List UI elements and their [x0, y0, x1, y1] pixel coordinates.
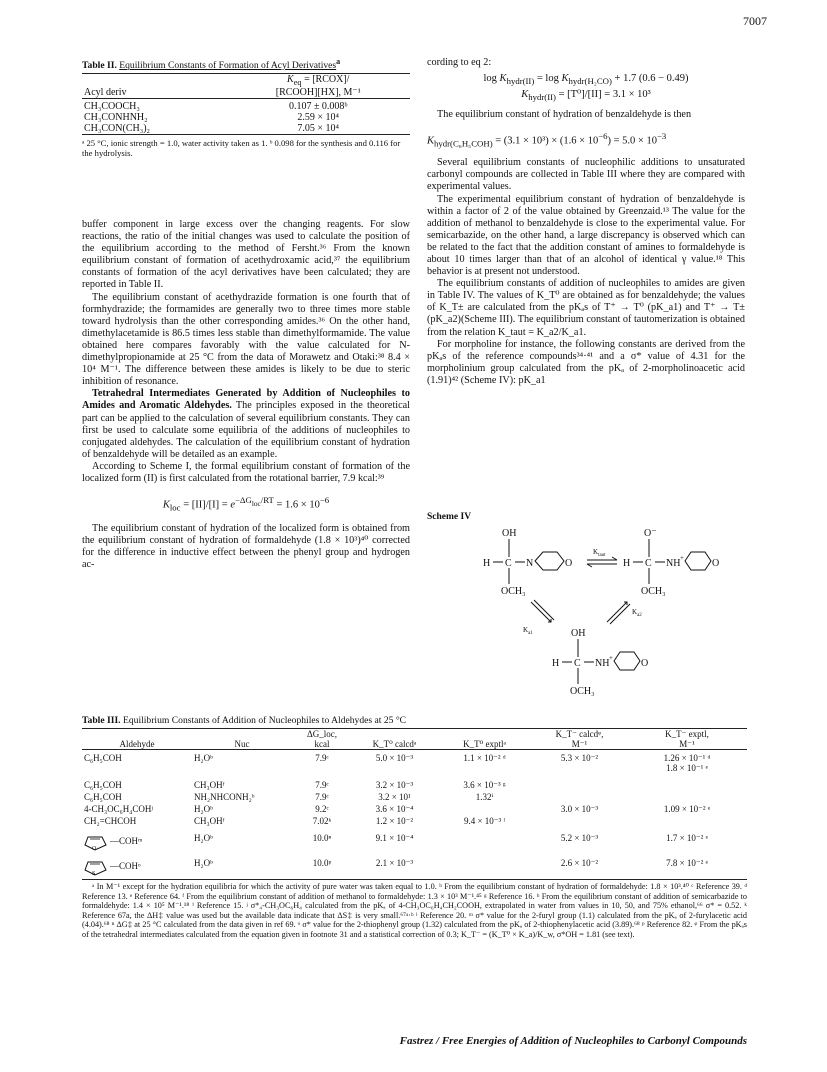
table-row [82, 112, 410, 123]
furan-ring-icon [84, 833, 110, 851]
table-cell-kc: 5.0 × 10⁻³ [375, 753, 414, 763]
table-cell-ktc [532, 815, 627, 827]
table-2-header-keq: $K_{eq}$ = [RCOX]/ [RCOOH][HX], M⁻¹ [275, 74, 361, 99]
keq-cell: 7.05 × 10⁴ [297, 123, 340, 135]
scheme-o-right: O [712, 558, 720, 569]
acyl-deriv-cell: CH₃COOCH₃ [84, 101, 140, 113]
equation-khydr: $K_{hydr(II)} = [T^0]/[II] = 3.1 \times 10^3$ [521, 89, 651, 103]
table-cell-ald: C₆H₅COH [84, 753, 122, 763]
paragraph: The equilibrium constant of acethydrazide formation is one fourth that of formhydrazide; the formamides are generally two to three times more stable toward hydrolysis than the other corresponding amides.³⁶ On the other hand, dimethylacetamide is 86.5 times less stable than dimethylformamide. The value obtained here compares favorably with the value calculated for N-dimethylpropionamide at 25 °C from the data of Morawetz and Otaki:³⁸ 8.4 × 10⁴ M⁻¹. The difference between these amides is likely to be due to steric inhibition of resonance. [82, 291, 410, 388]
table-cell-ktc: 5.2 × 10⁻³ [560, 833, 599, 843]
svg-text:+: + [609, 654, 613, 662]
table-cell-ktc: 3.0 × 10⁻³ [560, 804, 599, 814]
table-cell-nuc: NH₂NHCONH₂ʰ [194, 792, 255, 802]
table-2-footnote: ᵃ 25 °C, ionic strength = 1.0, water activity taken as 1. ᵇ 0.098 for the synthesis and 0.116 for the hydrolysis. [82, 138, 401, 159]
table-3-caption: Table III. Equilibrium Constants of Addition of Nucleophiles to Aldehydes at 25 °C [82, 715, 407, 726]
scheme-o-left: O [565, 558, 573, 569]
table-cell-nuc: CH₃OHᶠ [194, 780, 225, 790]
paragraph: The experimental equilibrium constant of hydration of benzaldehyde is within a factor of 2 of the value obtained by Greenzaid.¹³ The value for the addition of methanol to benzaldehyde is close to the experimental value. For semicarbazide, on the other hand, a large discrepancy is observed which can be related to the fact that the addition constant of amines to formaldehyde is about 10 times larger than that of an alcohol of identical γ value.¹⁸ This behavior is at present not understood. [427, 193, 745, 278]
keq-cell: 0.107 ± 0.008ᵇ [288, 101, 348, 113]
paragraph: The equilibrium constant of hydration of benzaldehyde is then [437, 109, 692, 121]
table-cell-ke: 3.6 × 10⁻³ ᵍ [463, 780, 506, 790]
scheme-ominus: O⁻ [644, 528, 657, 539]
scheme-ka2: $K_{a2}$ [632, 608, 642, 618]
table-cell-kte [627, 774, 747, 791]
table-2 [82, 57, 410, 158]
paragraph: buffer component in large excess over the changing reagents. For slow reactions, the ratio of the initial changes was used to calculate the position of the equilibrium according to the method of Fersht.³⁶ From the known equilibrium constant of formation of acethydroxamic acid,³⁷ the equilibrium constants of formation of the acyl derivatives have been calculated; they are reported in Table II. [82, 219, 410, 291]
table-3-header-dg: ΔG_loc, kcal [306, 729, 338, 749]
table-cell-nuc: H₂Oᵇ [194, 833, 213, 843]
table-cell-kte: 1.09 × 10⁻² ᵉ [663, 804, 711, 814]
table-row [82, 827, 747, 852]
table-cell-nuc: H₂Oᵇ [194, 804, 213, 814]
table-3-footnotes: ᵃ In M⁻¹ except for the hydration equilibria for which the activity of pure water was taken equal to 1.0. ᵇ From the equilibrium constant of hydration of formaldehyde: 1.8 × 10³.⁴⁰ ᶜ Reference 39. ᵈ Reference 13. ᵉ Reference 64. ᶠ From the equilibrium constant of addition of methanol to formaldehyde: 1.3 × 10³ M⁻¹.⁴⁵ ᵍ Reference 16. ʰ From the equilibrium constant of addition of semicarbazide to formaldehyde: 1.4 × 10⁵ M⁻¹.¹⁸ ⁱ Reference 15. ʲ σ*₄-CH₃OC₆H₄ calculated from the pKₐ of 4-CH₃OC₆H₄CH₂COOH, extrapolated in water from values in 10, 50, and 75% ethanol,⁶⁶ σ* = 0.52. ᵏ Reference 67a, the ΔH‡ value was used but the available data indicate that ΔS‡ is very small.⁶⁷ᵃ·ᵇ ˡ Reference 20. ᵐ σ* value for the 2-furyl group (1.1) calculated from the pKₐ of 2-furylacetic acid (4.04).⁶⁸ ⁿ ΔG‡ at 25 °C calculated from the data given in ref 69. ᵒ σ* value for the 2-thiophenyl group (1.32) calculated from the pKₐ of 2-thiophenylacetic acid (3.89).⁶⁸ ᵖ Reference 82. ᵠ From the pKₐs of the tetrahedral intermediates calculated from the equation given in footnote 31 and a statistical correction of 0.3; K_T⁻ = (K_T⁰ × K_a)/K_w, σ*OH = 1.81 (see text). [82, 882, 747, 939]
svg-text:S: S [92, 871, 96, 876]
scheme-h-left: H [483, 558, 491, 569]
scheme-nh-bottom: NH [595, 658, 610, 669]
table-3-header-kexptl: K_T⁰ exptlᵃ [463, 739, 506, 749]
scheme-och3-right: OCH₃ [641, 586, 666, 597]
aldehyde-label: —COHᵐ [110, 836, 143, 847]
equation-khydr-benzaldehyde: $K_{hydr(C_6H_5COH)} = (3.1 \times 10^3) \times (1.6 \times 10^{-6}) = 5.0 \times 10^{-3}$ [427, 130, 667, 149]
table-cell-kte [627, 791, 747, 803]
table-cell-ald: C₆H₅COH [84, 792, 122, 802]
table-cell-kte: 1.7 × 10⁻² ᵉ [666, 833, 708, 843]
table-cell-ke: 1.32ⁱ [475, 792, 494, 802]
running-footer: Fastrez / Free Energies of Addition of Nucleophiles to Carbonyl Compounds [399, 1035, 747, 1047]
table-row [82, 815, 747, 827]
paragraph: The equilibrium constants of addition of nucleophiles to amides are given in Table IV. The values of K_T⁰ are obtained as for benzaldehyde; the values of K_T± are calculated from the pKₐs of T⁺ → T⁰ (pK_a1) and T⁺ → T± (pK_a2)(Scheme III). The equilibrium constant of tautomerization is obtained from the relation K_taut = K_a2/K_a1. [427, 278, 745, 338]
table-3-grid [82, 729, 747, 877]
paragraph: The equilibrium constant of hydration of the localized form is obtained from the equilibrium constant of hydration of formaldehyde (1.8 × 10³)⁴⁰ corrected for the difference in inductive effect between the phenyl group and hydrogen ac- [82, 522, 410, 571]
table-3-header-kcalc: K_T⁰ calcdᵃ [372, 739, 417, 749]
table-cell-ke: 1.1 × 10⁻² ᵈ [463, 753, 506, 763]
table-cell-dg: 9.2ᶜ [315, 804, 329, 814]
scheme-c-right: C [645, 558, 652, 569]
paragraph: For morpholine for instance, the following constants are derived from the pKₐs of the reference compounds³⁴·⁴¹ and a σ* value of 4.31 for the morpholinium group calculated from the pKₐ of 2-morpholinoacetic acid (1.91)⁴² (Scheme IV): pK_a1 [427, 338, 745, 386]
table-cell-kc: 3.6 × 10⁻⁴ [375, 804, 414, 814]
equation-kloc: $K_{loc} = [II]/[I] = e^{-\Delta G_{loc}/RT} = 1.6 \times 10^{-6}$ [162, 495, 330, 513]
scheme-och3-bottom: OCH₃ [570, 686, 595, 697]
scheme-h-right: H [623, 558, 631, 569]
kt-exptl-value: 1.26 × 10⁻¹ ᵈ [663, 753, 711, 763]
table-cell-nuc: CH₃OHᶠ [194, 816, 225, 826]
svg-text:O: O [92, 846, 97, 851]
table-cell-ktc [532, 774, 627, 791]
acyl-deriv-cell: CH₃CONHNH₂ [84, 112, 148, 124]
table-cell-dg: 7.9ᶜ [315, 753, 329, 763]
table-cell-nuc: H₂Oᵇ [194, 753, 213, 763]
table-2-grid [82, 74, 410, 134]
table-cell-ald [82, 827, 192, 852]
table-3-header-ktcalc: K_T⁻ calcdᵠ, M⁻¹ [555, 729, 604, 749]
table-row [82, 101, 410, 112]
table-2-header-deriv: Acyl deriv [84, 87, 127, 99]
table-3 [82, 715, 747, 940]
scheme-o-bottom: O [641, 658, 649, 669]
table-cell-dg: 7.9ᶜ [315, 792, 329, 802]
paragraph: cording to eq 2: [427, 57, 492, 68]
table-cell-kc: 9.1 × 10⁻⁴ [375, 833, 414, 843]
paragraph: Several equilibrium constants of nucleophilic additions to unsaturated carbonyl compounds are collected in Table III where they are compared with experimental values. [427, 157, 745, 193]
scheme-c-left: C [505, 558, 512, 569]
table-3-header-nuc: Nuc [234, 739, 250, 749]
table-cell-ke [437, 803, 532, 815]
table-row [82, 791, 747, 803]
scheme-oh-left: OH [502, 528, 517, 539]
kt-exptl-value-alt: 1.8 × 10⁻¹ ᵉ [666, 763, 708, 773]
table-row [82, 752, 747, 774]
scheme-ka1: $K_{a1}$ [523, 626, 533, 636]
table-cell-ald: C₆H₅COH [84, 780, 122, 790]
table-row [82, 123, 410, 134]
table-cell-dg: 7.02ᵏ [312, 816, 332, 826]
table-cell-kc: 2.1 × 10⁻³ [375, 858, 414, 868]
acyl-deriv-cell: CH₃CON(CH₃)₂ [84, 123, 151, 135]
table-cell-kte: 7.8 × 10⁻² ᵉ [666, 858, 708, 868]
table-cell-ke [437, 852, 532, 877]
table-cell-nuc: H₂Oᵇ [194, 858, 213, 868]
table-cell-ktc: 5.3 × 10⁻² [560, 753, 599, 763]
table-row [82, 803, 747, 815]
scheme-iv [427, 512, 745, 712]
table-cell-ald [82, 852, 192, 877]
table-cell-ald: CH₂=CHCOH [84, 816, 137, 826]
scheme-nh-right: NH [666, 558, 681, 569]
table-cell-ktc [532, 791, 627, 803]
table-cell-dg: 10.0ᵖ [312, 858, 332, 868]
table-cell-ald: 4-CH₃OC₆H₄COHʲ [84, 804, 153, 814]
table-2-caption: Table II. Equilibrium Constants of Formation of Acyl Derivatives$^a$ [82, 57, 341, 72]
right-column [427, 57, 745, 387]
scheme-n-left: N [526, 558, 534, 569]
thiophene-ring-icon [84, 858, 110, 876]
table-row [82, 852, 747, 877]
paragraph: According to Scheme I, the formal equilibrium constant of formation of the localized form (II) is first calculated from the rotational barrier, 7.9 kcal:³⁹ [82, 460, 410, 484]
keq-cell: 2.59 × 10⁴ [297, 112, 340, 124]
table-cell-ke [437, 827, 532, 852]
aldehyde-label: —COHᵒ [110, 861, 141, 872]
equation-log-khydr: $\log K_{hydr(II)} = \log K_{hydr(H_2CO)} + 1.7$ (0.6 − 0.49) [483, 73, 689, 87]
table-cell-dg: 10.0ⁿ [312, 833, 332, 843]
table-cell-dg: 7.9ᶜ [315, 780, 329, 790]
table-cell-ke: 9.4 × 10⁻³ ˡ [463, 816, 506, 826]
scheme-h-bottom: H [552, 658, 560, 669]
scheme-oh-bottom: OH [571, 628, 586, 639]
scheme-och3-left: OCH₃ [501, 586, 526, 597]
scheme-ktaut: $K_{taut}$ [593, 548, 606, 558]
table-3-header-aldehyde: Aldehyde [119, 739, 155, 749]
table-cell-kc: 1.2 × 10⁻² [375, 816, 414, 826]
table-cell-kc: 3.2 × 10⁻³ [375, 780, 414, 790]
scheme-title: Scheme IV [427, 512, 472, 522]
svg-text:+: + [680, 554, 684, 562]
table-cell-kte [627, 815, 747, 827]
page-number: 7007 [743, 14, 767, 28]
left-column [82, 219, 410, 571]
table-cell-ktc: 2.6 × 10⁻² [560, 858, 599, 868]
table-cell-kc: 3.2 × 10¹ [378, 792, 411, 802]
scheme-c-bottom: C [574, 658, 581, 669]
table-3-header-ktexptl: K_T⁻ exptl, M⁻¹ [665, 729, 709, 749]
paragraph: Tetrahedral Intermediates Generated by Addition of Nucleophiles to Amides and Aromatic Aldehydes. The principles exposed in the theoretical part can be applied to the calculation of several equilibrium constants. They can first be used to calculate some equilibria of the additions of nucleophiles to conjugated aldehydes. The calculation of the equilibrium constant of hydration of benzaldehyde will be detailed as an example. [82, 388, 410, 460]
table-row [82, 774, 747, 791]
scheme-iv-structures [427, 524, 745, 714]
table-cell-kte [627, 752, 747, 774]
